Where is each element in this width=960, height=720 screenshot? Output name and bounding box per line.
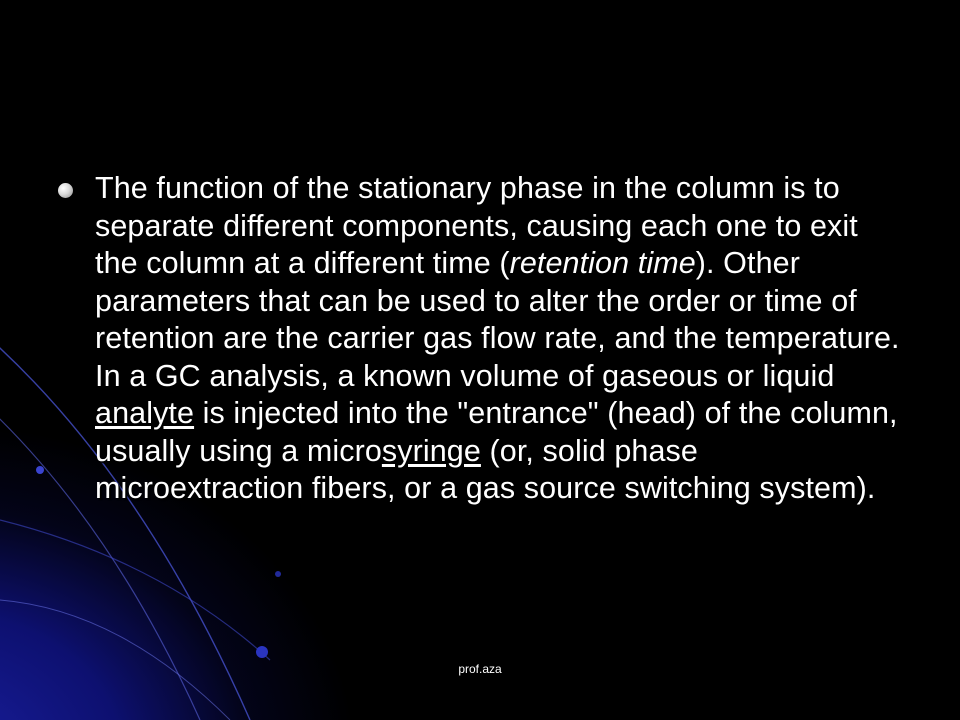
bullet-text-part-3: is injected into the "entrance" (head) of the column, usually using a micro (95, 396, 898, 468)
bullet-text-part-2: ). Other parameters that can be used to alter the order or time of retention are the carrier gas flow rate, and the temperature. In a GC analysis, a known volume of gaseous or liquid (95, 246, 900, 393)
bullet-text-part-4: (or, solid phase microextraction fibers, or a gas source switching system). (95, 433, 876, 505)
decor-dot-3 (275, 571, 281, 577)
bullet-text-italic: retention time (509, 246, 696, 280)
syringe-link[interactable]: syringe (381, 433, 481, 468)
bullet-point-icon (58, 183, 73, 198)
decor-dot-2 (256, 646, 268, 658)
decor-curve-3 (0, 520, 270, 660)
decor-dot-1 (36, 466, 44, 474)
bullet-text (95, 170, 908, 508)
decor-curve-4 (0, 600, 230, 720)
bullet-item (58, 170, 908, 508)
footer-text: prof.aza (458, 662, 502, 676)
analyte-link[interactable]: analyte (95, 396, 195, 430)
bullet-text-part-1: The function of the stationary phase in the column is to separate different components, causing each one to exit the column at a different time ( (95, 171, 858, 280)
